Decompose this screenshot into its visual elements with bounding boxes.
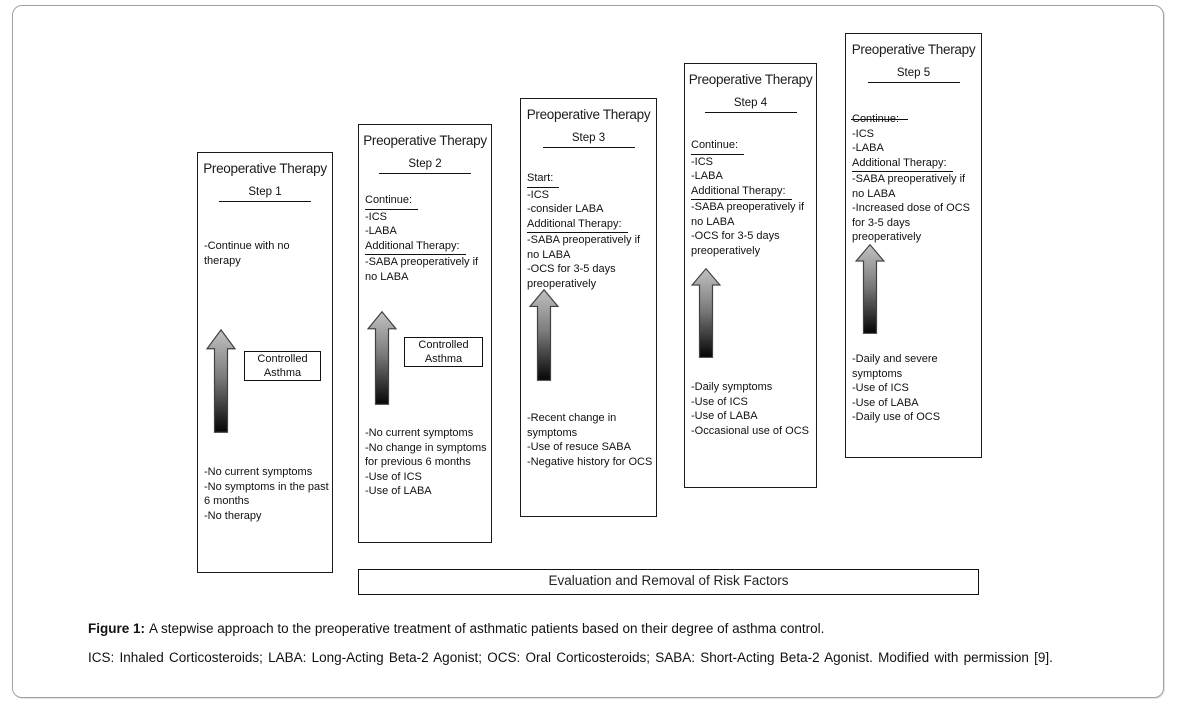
- criteria-list: [691, 380, 813, 438]
- therapy-heading-text: Continue:: [365, 193, 418, 210]
- therapy-heading-text: Additional Therapy:: [365, 239, 466, 256]
- caption-text: A stepwise approach to the preoperative treatment of asthmatic patients based on their degree of asthma control.: [149, 621, 825, 636]
- criteria-line: -No current symptoms: [365, 427, 474, 439]
- therapy-heading: [365, 193, 488, 210]
- criteria-list: [365, 426, 488, 499]
- therapy-line: -SABA preoperatively if no LABA: [852, 173, 966, 200]
- criteria-line: -No change in symptoms for previous 6 months: [365, 441, 487, 468]
- criteria-list: [204, 465, 329, 523]
- preoperative-therapy-title: Preoperative Therapy: [688, 72, 813, 87]
- preoperative-therapy-title: Preoperative Therapy: [363, 133, 487, 148]
- preoperative-therapy-title: Preoperative Therapy: [851, 42, 976, 57]
- therapy-heading: [527, 217, 653, 234]
- criteria-line: -Recent change in symptoms: [527, 412, 617, 439]
- therapy-heading: [691, 138, 813, 155]
- therapy-heading-text: Continue:: [691, 138, 744, 155]
- therapy-line: -ICS: [365, 210, 387, 223]
- therapy-heading: [691, 184, 813, 201]
- up-arrow-icon: [206, 329, 236, 433]
- step-label: Step 3: [543, 132, 635, 148]
- therapy-heading: [852, 156, 978, 173]
- therapy-line: -consider LABA: [527, 203, 604, 215]
- therapy-list: [852, 112, 978, 245]
- therapy-heading-struck: [852, 112, 978, 127]
- step-label: Step 4: [705, 97, 797, 113]
- step-box-1: [197, 152, 333, 573]
- therapy-heading: [527, 171, 653, 188]
- therapy-list: [365, 193, 488, 284]
- therapy-line: -LABA: [365, 225, 397, 237]
- therapy-line: -LABA: [852, 142, 884, 154]
- therapy-heading-text: Start:: [527, 171, 559, 188]
- therapy-line: -SABA preoperatively if no LABA: [691, 201, 805, 228]
- therapy-line: -ICS: [527, 188, 549, 201]
- criteria-line: -Daily and severe symptoms: [852, 353, 938, 380]
- criteria-line: -Daily symptoms: [691, 381, 773, 393]
- criteria-list: [852, 352, 978, 425]
- up-arrow-icon: [691, 268, 721, 358]
- therapy-line: -SABA preoperatively if no LABA: [527, 234, 641, 261]
- therapy-heading-text: Additional Therapy:: [527, 217, 628, 234]
- therapy-line: -ICS: [852, 127, 874, 140]
- step-label: Step 5: [868, 67, 960, 83]
- controlled-asthma-box: [244, 351, 321, 381]
- caption-abbreviations: ICS: Inhaled Corticosteroids; LABA: Long-Acting Beta-2 Agonist; OCS: Oral Corticosteroids; SABA: Short-Acting Beta-2 Agonist. Modified with permission [9].: [88, 650, 1053, 665]
- criteria-line: -Use of ICS: [365, 470, 422, 483]
- criteria-line: -Use of LABA: [852, 396, 919, 409]
- controlled-asthma-box: [404, 337, 483, 367]
- criteria-line: -Use of ICS: [691, 395, 748, 408]
- therapy-line: -ICS: [691, 155, 713, 168]
- step-label: Step 2: [379, 158, 471, 174]
- controlled-asthma-label: Controlled Asthma: [418, 339, 469, 365]
- therapy-line: -Continue with no therapy: [204, 240, 290, 267]
- step-box-4: [684, 63, 817, 488]
- up-arrow-icon: [367, 311, 397, 405]
- therapy-list: [204, 239, 329, 268]
- therapy-line: -OCS for 3-5 days preoperatively: [527, 263, 616, 290]
- therapy-heading: [365, 239, 488, 256]
- therapy-line: -Increased dose of OCS for 3-5 days preoperatively: [852, 202, 971, 243]
- therapy-list: [691, 138, 813, 258]
- criteria-line: -No current symptoms: [204, 466, 313, 478]
- criteria-list: [527, 411, 653, 469]
- up-arrow-icon: [529, 289, 559, 381]
- up-arrow-icon: [855, 244, 885, 334]
- therapy-line: -LABA: [691, 170, 723, 182]
- criteria-line: -Negative history for OCS: [527, 455, 653, 468]
- step-box-3: [520, 98, 657, 517]
- step-box-2: [358, 124, 492, 543]
- caption-figure-label: Figure 1:: [88, 621, 146, 636]
- criteria-line: -Occasional use of OCS: [691, 424, 809, 437]
- step-box-5: [845, 33, 982, 458]
- criteria-line: -Use of LABA: [691, 410, 758, 422]
- criteria-line: -Use of ICS: [852, 382, 909, 394]
- caption-line: [88, 619, 1092, 639]
- preoperative-therapy-title: Preoperative Therapy: [526, 107, 651, 122]
- criteria-line: -Daily use of OCS: [852, 411, 941, 423]
- evaluation-bar: Evaluation and Removal of Risk Factors: [358, 569, 979, 595]
- criteria-line: -Use of LABA: [365, 485, 432, 497]
- preoperative-therapy-title: Preoperative Therapy: [203, 161, 327, 176]
- therapy-line: -SABA preoperatively if no LABA: [365, 256, 479, 283]
- therapy-heading-text: Continue:: [852, 112, 903, 127]
- therapy-heading-text: Additional Therapy:: [852, 156, 953, 173]
- controlled-asthma-label: Controlled Asthma: [257, 353, 308, 379]
- therapy-line: -OCS for 3-5 days preoperatively: [691, 230, 780, 257]
- therapy-list: [527, 171, 653, 291]
- step-label: Step 1: [219, 186, 311, 202]
- figure-caption: [88, 619, 1092, 668]
- therapy-heading-text: Additional Therapy:: [691, 184, 792, 201]
- criteria-line: -No symptoms in the past 6 months: [204, 480, 329, 507]
- criteria-line: -No therapy: [204, 509, 262, 522]
- criteria-line: -Use of resuce SABA: [527, 441, 631, 453]
